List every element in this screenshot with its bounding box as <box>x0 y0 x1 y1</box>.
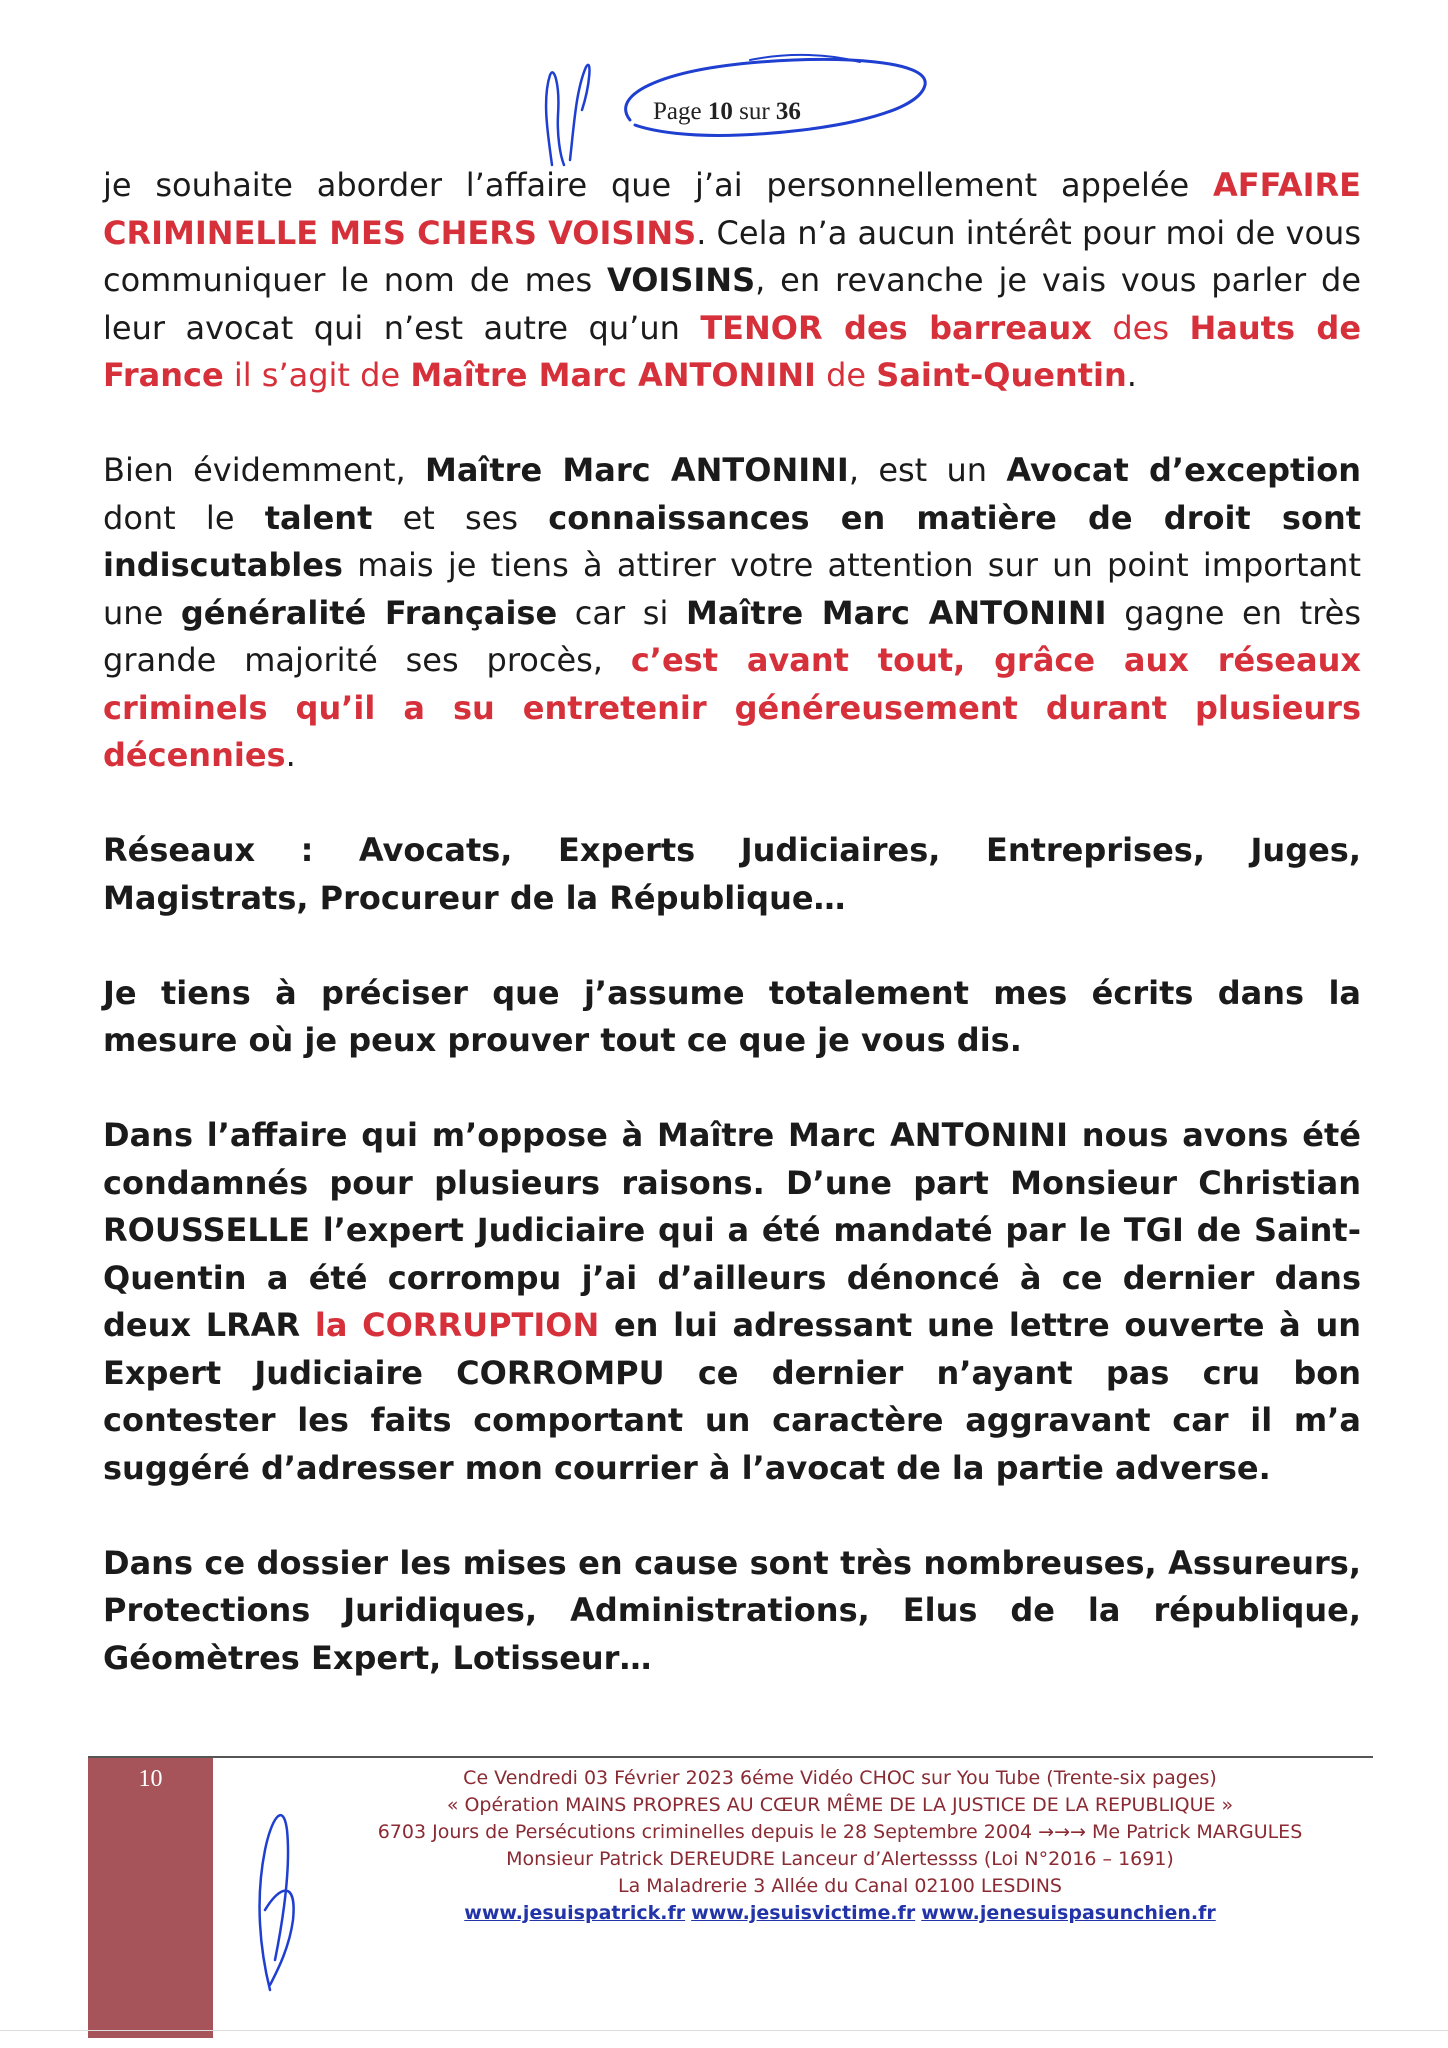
text-span: de <box>815 356 877 394</box>
paragraph-5 <box>103 1112 1361 1492</box>
page-number: Page 10 sur 36 <box>653 98 801 125</box>
bold-antonini: Maître Marc ANTONINI <box>686 593 1107 632</box>
paragraph-4: Je tiens à préciser que j’assume totalement mes écrits dans la mesure où je peux prouver tout ce que je vous dis. <box>103 973 1361 1059</box>
initials-signature-icon <box>530 55 610 175</box>
text-span: mais je tiens à attirer votre attention sur un point important une <box>103 546 1361 632</box>
highlight-antonini: Maître Marc ANTONINI <box>410 356 816 394</box>
text-span: je souhaite aborder l’affaire que j’ai personnellement appelée <box>103 166 1214 204</box>
text-span: Dans l’affaire qui m’oppose à Maître Marc ANTONINI nous avons été condamnés pour plusieurs raisons. D’une part Monsieur Christian ROUSSELLE l’expert Judiciaire qui a été mandaté par le TGI de Saint-Quentin a été corrompu j’ai d’ailleurs dénoncé à ce dernier dans deux LRAR <box>103 1116 1361 1344</box>
text-span: des <box>1091 308 1190 347</box>
highlight-saint-quentin: Saint-Quentin <box>876 356 1127 394</box>
text-span: gagne en très grande majorité ses procès, <box>103 593 1361 679</box>
bold-generalite: généralité Française <box>180 593 558 632</box>
bold-avocat: Avocat d’exception <box>1006 451 1362 489</box>
link-jesuispatrick[interactable]: www.jesuispatrick.fr <box>464 1902 686 1924</box>
footer-text <box>340 1765 1340 1927</box>
footer-divider <box>88 1756 1373 1758</box>
page-bottom-edge <box>0 2030 1448 2031</box>
paragraph-6: Dans ce dossier les mises en cause sont très nombreuses, Assureurs, Protections Juridiques, Administrations, Elus de la république, Géomètres Expert, Lotisseur… <box>103 1543 1361 1677</box>
paragraph-1 <box>103 162 1361 400</box>
text-span: Bien évidemment, <box>103 451 425 489</box>
bold-antonini: Maître Marc ANTONINI <box>424 451 849 489</box>
text-span: . <box>285 736 296 774</box>
text-span: et ses <box>372 498 549 537</box>
text-span: , est un <box>848 451 1007 489</box>
highlight-affaire: AFFAIRE CRIMINELLE MES CHERS VOISINS <box>103 166 1361 252</box>
footer-line-1: Ce Vendredi 03 Février 2023 6éme Vidéo CHOC sur You Tube (Trente-six pages) <box>463 1767 1217 1789</box>
footer-line-2: « Opération MAINS PROPRES AU CŒUR MÊME DE LA JUSTICE DE LA REPUBLIQUE » <box>446 1794 1234 1816</box>
highlight-corruption: la CORRUPTION <box>314 1306 600 1344</box>
footer-links <box>340 1900 1340 1927</box>
footer-line-5: La Maladrerie 3 Allée du Canal 02100 LESDINS <box>618 1875 1062 1897</box>
page-header <box>0 0 1448 160</box>
bold-voisins: VOISINS <box>607 261 756 299</box>
text-span: en lui adressant une lettre ouverte à un Expert Judiciaire CORROMPU ce dernier n’ayant pas cru bon contester les faits comportant un caractère aggravant car il m’a suggéré d’adresser mon courrier à l’avocat de la partie adverse. <box>103 1306 1362 1487</box>
document-body <box>103 162 1361 1730</box>
text-span: car si <box>557 593 686 632</box>
link-jenesuispasunchien[interactable]: www.jenesuispasunchien.fr <box>921 1902 1216 1924</box>
footer-page-number: 10 <box>138 1766 163 1792</box>
text-span: Cela n’a aucun intérêt pour moi de vous communiquer le nom de mes <box>103 213 1362 299</box>
highlight-hauts-de-france: Hauts de France <box>103 308 1362 394</box>
bold-talent: talent <box>264 498 373 537</box>
footer-page-box <box>88 1758 213 2038</box>
link-jesuisvictime[interactable]: www.jesuisvictime.fr <box>691 1902 916 1924</box>
text-span: , en revanche je vais vous parler de leur avocat qui n’est autre qu’un <box>103 261 1362 347</box>
footer-line-4: Monsieur Patrick DEREUDRE Lanceur d’Alertessss (Loi N°2016 – 1691) <box>506 1848 1174 1870</box>
footer-line-3: 6703 Jours de Persécutions criminelles depuis le 28 Septembre 2004 →→→ Me Patrick MARGULES <box>377 1821 1303 1843</box>
paragraph-2 <box>103 447 1361 780</box>
paragraph-3: Réseaux : Avocats, Experts Judiciaires, Entreprises, Juges, Magistrats, Procureur de la République… <box>103 831 1361 917</box>
bold-connaissances: connaissances en matière de droit sont indiscutables <box>103 498 1362 584</box>
text-span: . <box>696 213 717 252</box>
highlight-tenor: TENOR des barreaux <box>700 308 1092 347</box>
text-span: . <box>1126 356 1137 394</box>
text-span: dont le <box>103 498 265 537</box>
text-span: il s’agit de <box>223 356 411 394</box>
highlight-reseaux: c’est avant tout, grâce aux réseaux criminels qu’il a su entretenir généreusement durant plusieurs décennies <box>103 641 1361 774</box>
page-number-circle-icon <box>600 40 940 150</box>
signature-icon <box>235 1790 315 2000</box>
